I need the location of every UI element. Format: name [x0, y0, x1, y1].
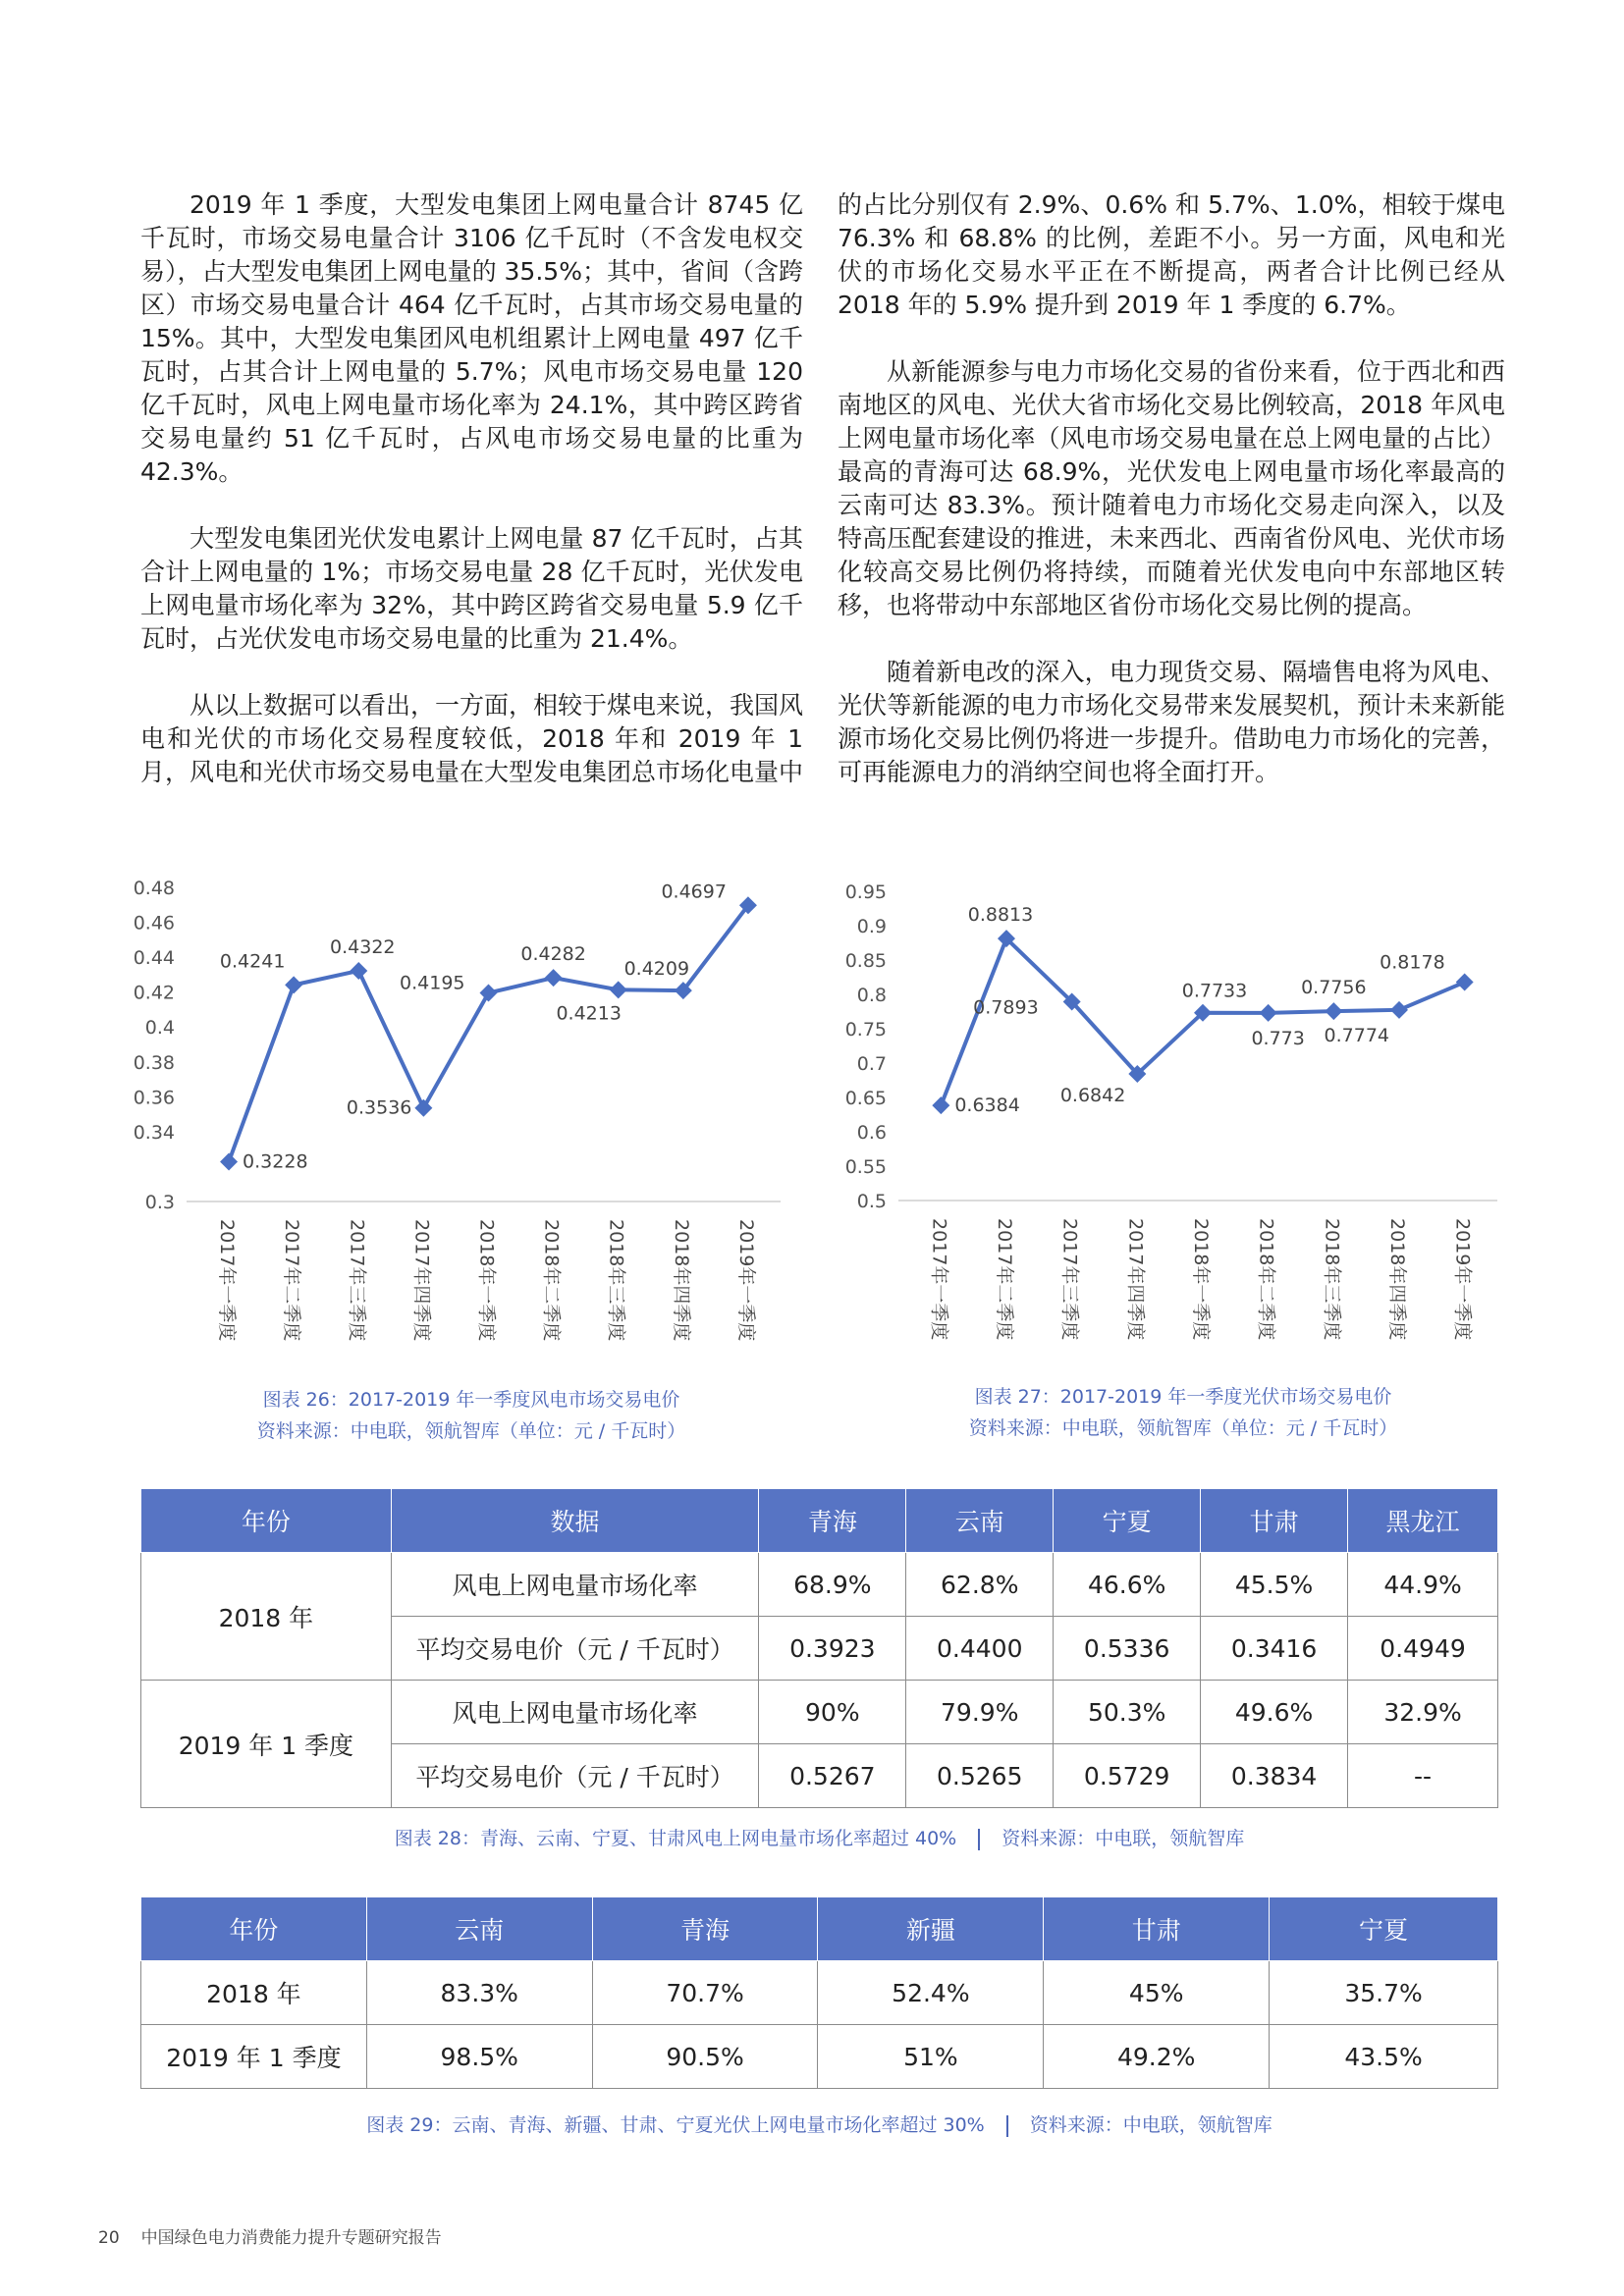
data-label: 0.6842	[1059, 1085, 1126, 1107]
y-tick-label: 0.75	[844, 1019, 887, 1041]
header-cell: 数据	[391, 1489, 759, 1553]
value-cell: 44.9%	[1348, 1553, 1498, 1617]
category-label: 2017年一季度	[928, 1218, 950, 1341]
category-label: 2018年一季度	[475, 1219, 498, 1342]
header-cell: 甘肃	[1044, 1897, 1270, 1961]
value-cell: 43.5%	[1270, 2025, 1498, 2089]
header-cell: 黑龙江	[1348, 1489, 1498, 1553]
category-label: 2017年一季度	[216, 1219, 239, 1342]
series-line	[229, 905, 748, 1161]
data-label: 0.7733	[1181, 980, 1248, 1002]
pv-price-chart-svg	[839, 862, 1527, 1372]
table-header-row	[141, 1489, 1498, 1553]
table-row	[141, 2025, 1498, 2089]
data-label: 0.4209	[623, 958, 690, 981]
data-label: 0.7893	[973, 996, 1039, 1019]
data-label: 0.6384	[954, 1095, 1020, 1117]
year-cell: 2019 年 1 季度	[141, 1681, 392, 1808]
table-title: 图表 29：云南、青海、新疆、甘肃、宁夏光伏上网电量市场化率超过 30%	[366, 2114, 985, 2136]
category-label: 2017年三季度	[346, 1219, 368, 1342]
header-cell: 新疆	[818, 1897, 1044, 1961]
y-tick-label: 0.3	[144, 1192, 175, 1213]
y-tick-label: 0.46	[133, 912, 175, 934]
pv-chart-caption	[839, 1381, 1527, 1444]
chart-source: 资料来源：中电联，领航智库（单位：元 / 千瓦时）	[968, 1417, 1398, 1439]
data-point	[545, 969, 563, 987]
table-header-row	[141, 1897, 1498, 1961]
wind-market-table	[140, 1488, 1498, 1808]
category-label: 2019年一季度	[1451, 1218, 1474, 1341]
y-tick-label: 0.5	[856, 1191, 887, 1212]
label-cell: 平均交易电价（元 / 千瓦时）	[391, 1744, 759, 1808]
data-label: 0.8813	[967, 904, 1034, 927]
value-cell: 49.6%	[1201, 1681, 1348, 1744]
pv-price-chart	[839, 862, 1527, 1372]
data-point	[285, 976, 302, 993]
value-cell: 68.9%	[759, 1553, 906, 1617]
paragraph: 大型发电集团光伏发电累计上网电量 87 亿千瓦时，占其合计上网电量的 1%；市场交易电量 28 亿千瓦时，光伏发电上网电量市场化率为 32%，其中跨区跨省交易电量 5.9 亿千瓦时，占光伏发电市场交易电量的比重为 21.4%。	[140, 524, 803, 653]
data-label: 0.8178	[1380, 951, 1445, 974]
table-title: 图表 28：青海、云南、宁夏、甘肃风电上网电量市场化率超过 40%	[394, 1828, 957, 1849]
chart-title: 图表 26：2017-2019 年一季度风电市场交易电价	[262, 1389, 680, 1411]
category-label: 2018年四季度	[670, 1219, 692, 1342]
header-cell: 宁夏	[1054, 1489, 1201, 1553]
chart-title: 图表 27：2017-2019 年一季度光伏市场交易电价	[974, 1386, 1392, 1408]
year-cell: 2018 年	[141, 1961, 367, 2025]
category-label: 2017年二季度	[994, 1218, 1015, 1341]
header-cell: 年份	[141, 1897, 367, 1961]
y-tick-label: 0.8	[856, 985, 887, 1006]
category-label: 2018年三季度	[605, 1219, 627, 1342]
year-cell: 2018 年	[141, 1553, 392, 1681]
right-text-column	[838, 188, 1505, 823]
category-label: 2017年三季度	[1058, 1218, 1081, 1341]
paragraph: 从以上数据可以看出，一方面，相较于煤电来说，我国风电和光伏的市场化交易程度较低，2018 年和 2019 年 1 月，风电和光伏市场交易电量在大型发电集团总市场化电量中	[140, 691, 804, 786]
y-tick-label: 0.36	[133, 1087, 175, 1109]
header-cell: 青海	[759, 1489, 906, 1553]
value-cell: 62.8%	[906, 1553, 1054, 1617]
value-cell: 0.5265	[906, 1744, 1054, 1808]
value-cell: 0.3416	[1201, 1617, 1348, 1681]
value-cell: 51%	[818, 2025, 1044, 2089]
value-cell: 49.2%	[1044, 2025, 1270, 2089]
value-cell: 90%	[759, 1681, 906, 1744]
paragraph: 从新能源参与电力市场化交易的省份来看，位于西北和西南地区的风电、光伏大省市场化交易比例较高，2018 年风电上网电量市场化率（风电市场交易电量在总上网电量的占比）最高的青海可达 68.9%，光伏发电上网电量市场化率最高的云南可达 83.3%。预计随着电力市场化交易走向深入，以及特高压配套建设的推进，未来西北、西南省份风电、光伏市场化较高交易比例仍将持续，而随着光伏发电向中东部地区转移，也将带动中东部地区省份市场化交易比例的提高。	[838, 357, 1505, 619]
category-label: 2017年四季度	[1124, 1218, 1147, 1341]
paragraph: 2019 年 1 季度，大型发电集团上网电量合计 8745 亿千瓦时，市场交易电量合计 3106 亿千瓦时（不含发电权交易），占大型发电集团上网电量的 35.5%；其中，省间（含跨区）市场交易电量合计 464 亿千瓦时，占其市场交易电量的 15%。其中，大型发电集团风电机组累计上网电量 497 亿千瓦时，占其合计上网电量的 5.7%；风电市场交易电量 120 亿千瓦时，风电上网电量市场化率为 24.1%，其中跨区跨省交易电量约 51 亿千瓦时，占风电市场交易电量的比重为 42.3%。	[140, 190, 803, 486]
value-cell: 0.4400	[906, 1617, 1054, 1681]
table-row	[141, 1681, 1498, 1744]
y-tick-label: 0.38	[133, 1051, 175, 1074]
value-cell: 0.5729	[1054, 1744, 1201, 1808]
value-cell: 35.7%	[1270, 1961, 1498, 2025]
data-label: 0.3228	[243, 1150, 308, 1173]
value-cell: 52.4%	[818, 1961, 1044, 2025]
value-cell: 79.9%	[906, 1681, 1054, 1744]
category-label: 2019年一季度	[734, 1219, 757, 1342]
value-cell: 0.5336	[1054, 1617, 1201, 1681]
value-cell: 98.5%	[366, 2025, 592, 2089]
label-cell: 风电上网电量市场化率	[391, 1553, 759, 1617]
y-tick-label: 0.65	[844, 1088, 887, 1109]
table-source: 资料来源：中电联，领航智库	[1001, 1828, 1245, 1849]
caption-divider	[978, 1829, 980, 1850]
data-point	[414, 1099, 432, 1117]
table-row	[141, 1553, 1498, 1617]
data-point	[932, 1096, 949, 1114]
caption-divider	[1006, 2115, 1008, 2137]
category-label: 2018年二季度	[540, 1219, 563, 1342]
value-cell: 0.3834	[1201, 1744, 1348, 1808]
header-cell: 甘肃	[1201, 1489, 1348, 1553]
y-tick-label: 0.55	[844, 1156, 887, 1178]
data-label: 0.7774	[1324, 1024, 1389, 1046]
label-cell: 风电上网电量市场化率	[391, 1681, 759, 1744]
value-cell: 0.5267	[759, 1744, 906, 1808]
header-cell: 青海	[592, 1897, 818, 1961]
table-source: 资料来源：中电联，领航智库	[1029, 2114, 1272, 2136]
data-point	[1260, 1004, 1277, 1022]
value-cell: 90.5%	[592, 2025, 818, 2089]
wind-chart-caption	[128, 1384, 815, 1447]
category-label: 2018年二季度	[1255, 1218, 1277, 1341]
label-cell: 平均交易电价（元 / 千瓦时）	[391, 1617, 759, 1681]
category-label: 2018年一季度	[1190, 1218, 1212, 1341]
y-tick-label: 0.6	[856, 1122, 887, 1144]
value-cell: 50.3%	[1054, 1681, 1201, 1744]
data-label: 0.7756	[1301, 977, 1367, 999]
header-cell: 年份	[141, 1489, 392, 1553]
value-cell: 46.6%	[1054, 1553, 1201, 1617]
paragraph: 的占比分别仅有 2.9%、0.6% 和 5.7%、1.0%，相较于煤电 76.3% 和 68.8% 的比例，差距不小。另一方面，风电和光伏的市场化交易水平正在不断提高，两者合计比例已经从 2018 年的 5.9% 提升到 2019 年 1 季度的 6.7%。	[838, 190, 1505, 319]
value-cell: 45.5%	[1201, 1553, 1348, 1617]
y-tick-label: 0.4	[144, 1017, 175, 1040]
data-point	[350, 962, 367, 980]
value-cell: 45%	[1044, 1961, 1270, 2025]
value-cell: 32.9%	[1348, 1681, 1498, 1744]
value-cell: --	[1348, 1744, 1498, 1808]
data-label: 0.773	[1251, 1027, 1305, 1049]
data-label: 0.4241	[219, 950, 286, 973]
paragraph: 随着新电改的深入，电力现货交易、隔墙售电将为风电、光伏等新能源的电力市场化交易带来发展契机，预计未来新能源市场化交易比例仍将进一步提升。借助电力市场化的完善，可再能源电力的消纳空间也将全面打开。	[838, 658, 1505, 786]
data-point	[1325, 1002, 1342, 1020]
year-cell: 2019 年 1 季度	[141, 2025, 367, 2089]
header-cell: 云南	[366, 1897, 592, 1961]
data-label: 0.4282	[520, 943, 586, 966]
data-point	[480, 985, 498, 1002]
value-cell: 0.4949	[1348, 1617, 1498, 1681]
y-tick-label: 0.44	[133, 947, 175, 970]
category-label: 2018年三季度	[1321, 1218, 1343, 1341]
data-label: 0.4697	[661, 881, 727, 903]
table-row	[141, 1961, 1498, 2025]
y-tick-label: 0.42	[133, 982, 175, 1004]
category-label: 2017年二季度	[281, 1219, 303, 1342]
category-label: 2017年四季度	[410, 1219, 433, 1342]
y-tick-label: 0.9	[856, 916, 887, 937]
chart-source: 资料来源：中电联，领航智库（单位：元 / 千瓦时）	[256, 1420, 686, 1442]
data-point	[610, 981, 627, 998]
wind-price-chart	[128, 862, 815, 1372]
value-cell: 83.3%	[366, 1961, 592, 2025]
value-cell: 70.7%	[592, 1961, 818, 2025]
wind-price-chart-svg	[128, 862, 815, 1372]
page-footer	[98, 2223, 442, 2248]
data-point	[1456, 974, 1474, 991]
data-point	[220, 1152, 238, 1170]
y-tick-label: 0.48	[133, 878, 175, 899]
report-title: 中国绿色电力消费能力提升专题研究报告	[140, 2228, 442, 2248]
category-label: 2018年四季度	[1386, 1218, 1408, 1341]
table1-caption	[140, 1824, 1498, 1850]
y-tick-label: 0.95	[844, 881, 887, 903]
y-tick-label: 0.34	[133, 1121, 175, 1144]
header-cell: 云南	[906, 1489, 1054, 1553]
header-cell: 宁夏	[1270, 1897, 1498, 1961]
data-point	[1390, 1001, 1408, 1019]
table2-caption	[140, 2110, 1498, 2137]
data-label: 0.4195	[400, 972, 465, 994]
data-label: 0.4213	[556, 1002, 622, 1025]
data-label: 0.3536	[346, 1096, 412, 1119]
left-text-column	[140, 188, 803, 823]
value-cell: 0.3923	[759, 1617, 906, 1681]
data-label: 0.4322	[330, 935, 396, 958]
y-tick-label: 0.85	[844, 950, 887, 972]
pv-market-table	[140, 1896, 1498, 2089]
page-number: 20	[98, 2228, 120, 2248]
y-tick-label: 0.7	[856, 1053, 887, 1075]
